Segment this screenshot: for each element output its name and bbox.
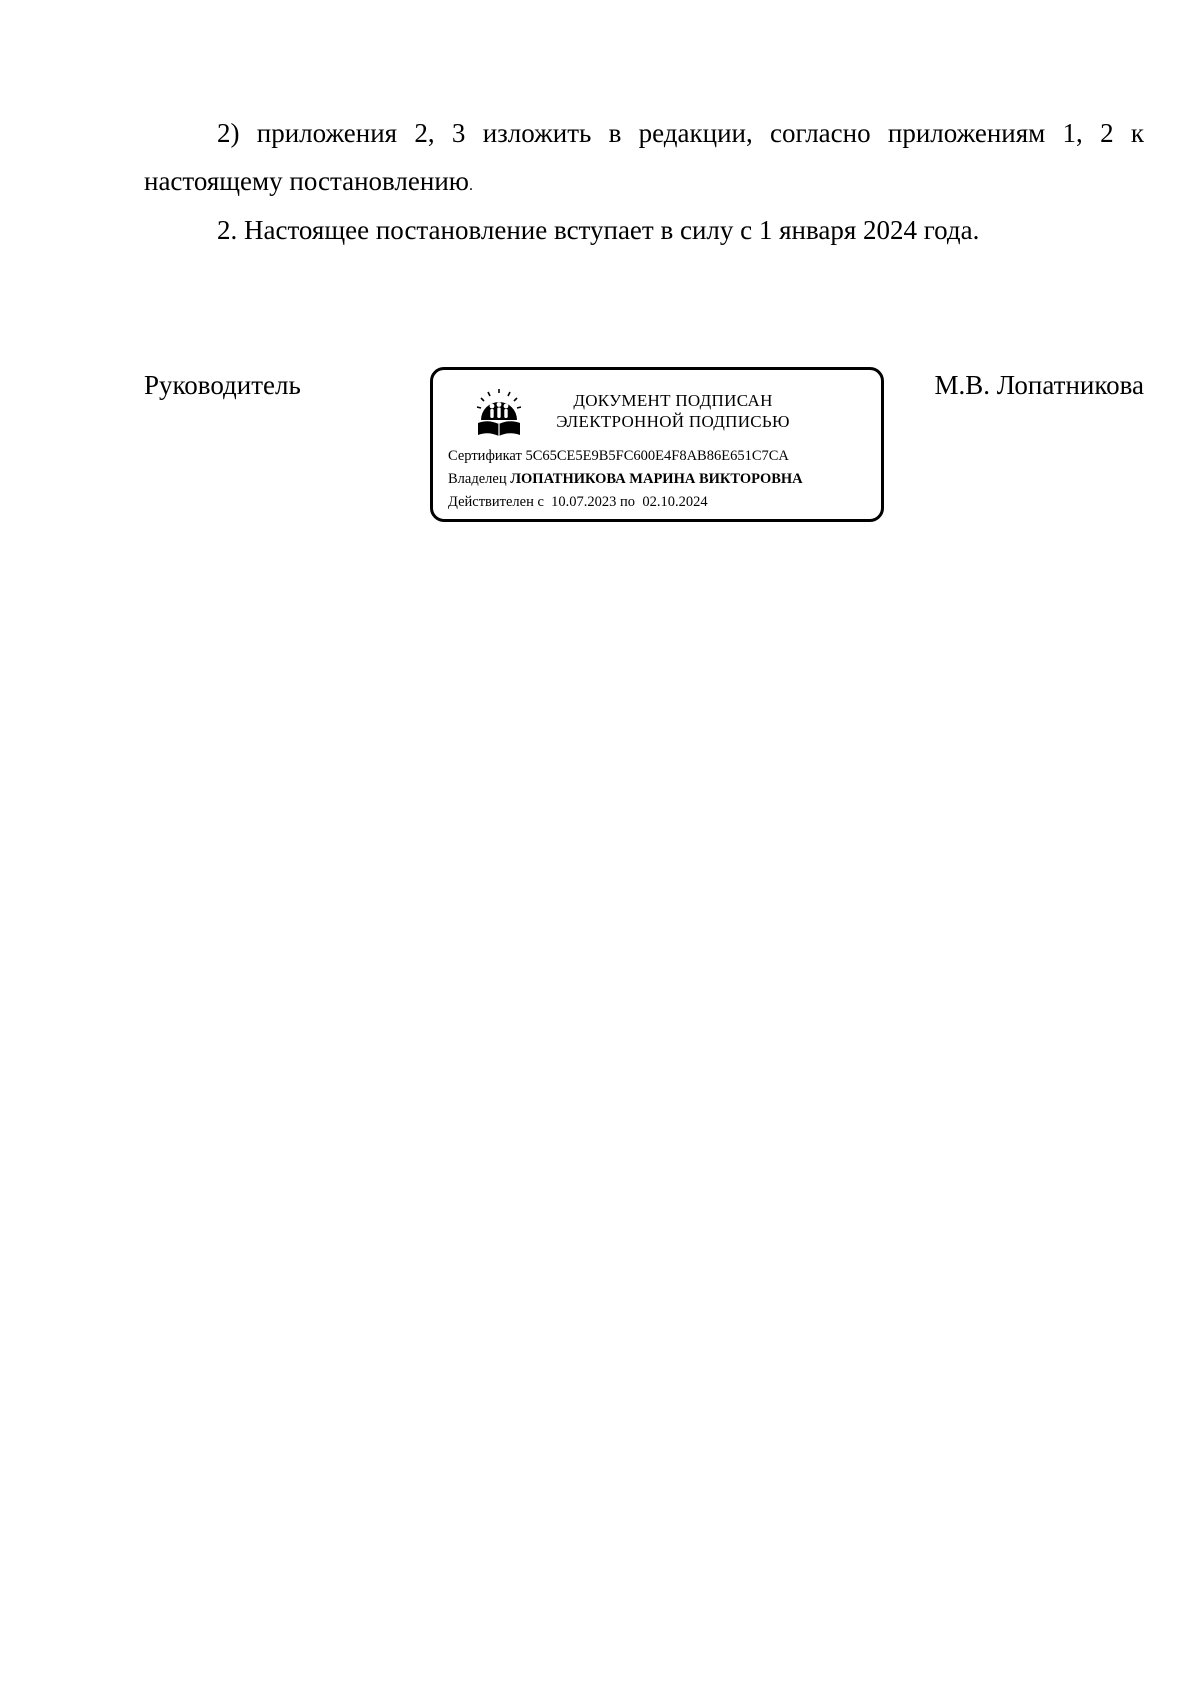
valid-label: Действителен — [448, 494, 534, 510]
paragraph-item-2 — [144, 117, 1144, 149]
certificate-value: 5C65CE5E9B5FC600E4F8AB86E651C7CA — [525, 448, 789, 464]
signatory-name: М.В. Лопатникова — [934, 370, 1144, 400]
owner-value: ЛОПАТНИКОВА МАРИНА ВИКТОРОВНА — [510, 471, 803, 487]
valid-to-date: 02.10.2024 — [642, 494, 708, 510]
paragraph-item-2-continuation — [144, 165, 473, 197]
stamp-validity-row — [448, 494, 708, 511]
paragraph-item-2-line1: 2) приложения 2, 3 изложить в редакции, согласно приложениям 1, 2 к — [217, 118, 1144, 148]
paragraph-end-dot: . — [468, 177, 473, 194]
stamp-owner-row — [448, 471, 803, 488]
owner-label: Владелец — [448, 471, 507, 487]
electronic-signature-stamp — [430, 367, 884, 522]
stamp-certificate-row — [448, 448, 789, 465]
stamp-heading-line1: ДОКУМЕНТ ПОДПИСАН — [573, 391, 773, 410]
valid-from-label: с — [537, 494, 544, 510]
stamp-heading-line2: ЭЛЕКТРОННОЙ ПОДПИСЬЮ — [556, 412, 790, 431]
signatory-position: Руководитель — [144, 370, 301, 400]
stamp-heading — [538, 390, 808, 432]
coat-of-arms-icon — [473, 388, 525, 438]
certificate-label: Сертификат — [448, 448, 522, 464]
valid-from-date: 10.07.2023 — [551, 494, 617, 510]
valid-to-label: по — [620, 494, 636, 510]
paragraph-item-2-line2: настоящему постановлению — [144, 166, 469, 196]
paragraph-effective-date: 2. Настоящее постановление вступает в силу с 1 января 2024 года. — [217, 215, 980, 245]
